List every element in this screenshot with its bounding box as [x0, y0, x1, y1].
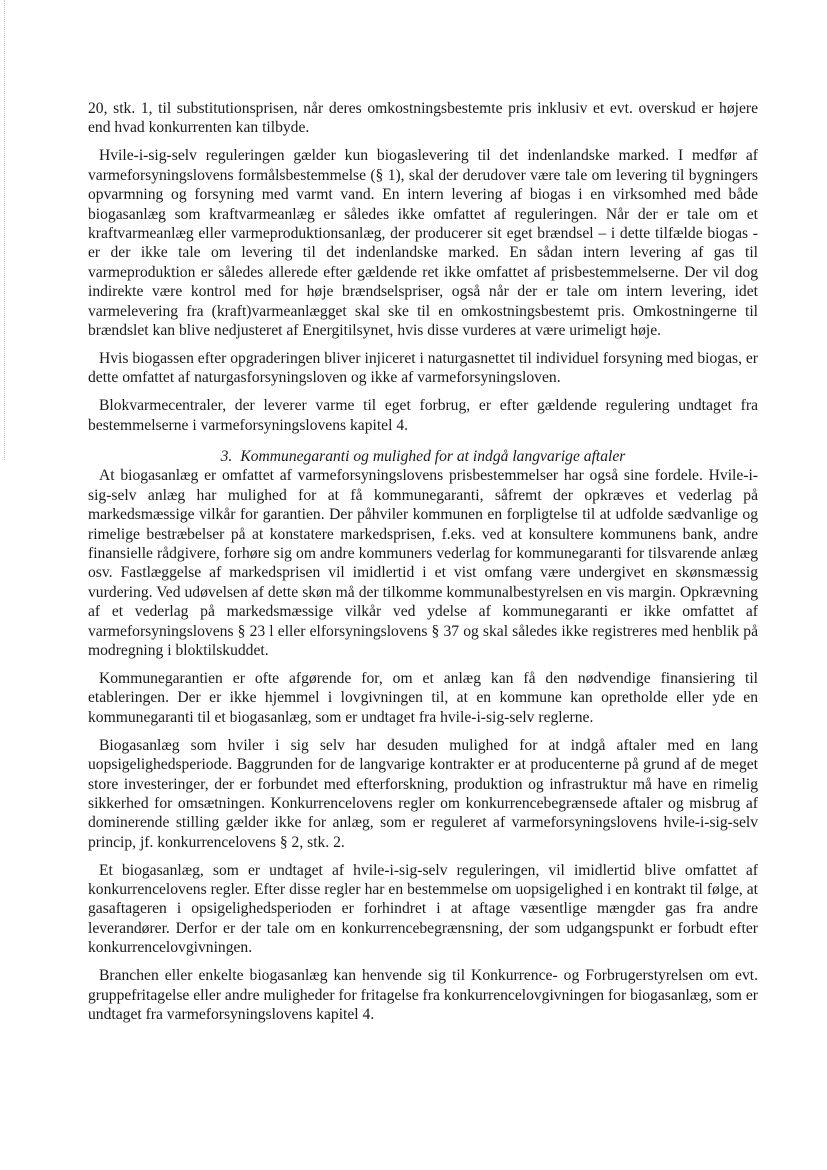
paragraph-continuation: 20, stk. 1, til substitutionsprisen, når deres omkostningsbestemte pris inklusiv et evt. overskud er højere end hvad konkurrenten kan tilbyde. — [88, 100, 758, 137]
paragraph-uopsigelighed: Biogasanlæg som hviler i sig selv har desuden mulighed for at indgå aftaler med en lang uopsigelighedsperiode. Baggrunden for de langvarige kontrakter er at producenterne på grund af de meget store investeringer, der er forbundet med efterforskning, produktion og infrastruktur må have en rimelig sikkerhed for omsætningen. Konkurrencelovens regler om konkurrencebegrænsede aftaler og misbrug af dominerende stilling gælder ikke for anlæg, som er reguleret af varmeforsyningslovens hvile-i-sig-selv princip, jf. konkurrencelovens § 2, stk. 2. — [88, 736, 758, 851]
paragraph-gruppefritagelse: Branchen eller enkelte biogasanlæg kan henvende sig til Konkurrence- og Forbrugerstyrelsen om evt. gruppefritagelse eller andre muligheder for fritagelse fra konkurrencelovgivningen for biogasanlæg, som er undtaget fra varmeforsyningslovens kapitel 4. — [88, 967, 758, 1023]
section-title: Kommunegaranti og mulighed for at indgå langvarige aftaler — [240, 448, 626, 465]
scan-edge-artifact — [4, 0, 6, 460]
paragraph-konkurrencelov: Et biogasanlæg, som er undtaget af hvile-i-sig-selv reguleringen, vil imidlertid blive omfattet af konkurrencelovens regler. Efter disse regler har en bestemmelse om uopsigelighed i en kontrakt til følge, at gasaftageren i opsigelighedsperioden er forhindret i at aftage væsentlige mængder gas fra andre leverandører. Derfor er der tale om en konkurrencebegrænsning, der som udgangspunkt er forbudt efter konkurrencelovgivningen. — [88, 861, 758, 957]
document-body — [88, 99, 758, 1033]
section-number: 3. — [220, 448, 233, 465]
section-heading — [88, 447, 758, 466]
paragraph-blokvarmecentraler: Blokvarmecentraler, der leverer varme til eget forbrug, er efter gældende regulering undtaget fra bestemmelserne i varmeforsyningslovens kapitel 4. — [88, 397, 758, 434]
paragraph-kommunegaranti-fordele: At biogasanlæg er omfattet af varmeforsyningslovens prisbestemmelser har også sine fordele. Hvile-i-sig-selv anlæg har mulighed for at få kommunegaranti, såfremt der opkræves et vederlag på markedsmæssige vilkår for garantien. Der påhviler kommunen en forpligtelse til at udfolde sædvanlige og rimelige bestræbelser på at konstatere markedsprisen, f.eks. ved at konsultere kommunens bank, andre finansielle rådgivere, forhøre sig om andre kommuners vederlag for kommunegaranti for tilsvarende anlæg osv. Fastlæggelse af markedsprisen vil imidlertid i et vist omfang være undergivet en skønsmæssig vurdering. Ved udøvelsen af dette skøn må der tilkomme kommunalbestyrelsen en vis margin. Opkrævning af et vederlag på markedsmæssige vilkår ved ydelse af kommunegaranti er ikke omfattet af varmeforsyningslovens § 23 l eller elforsyningslovens § 37 og skal således ikke registreres med henblik på modregning i bloktilskuddet. — [88, 467, 758, 660]
paragraph-kommunegaranti-finansiering: Kommunegarantien er ofte afgørende for, om et anlæg kan få den nødvendige finansiering til etableringen. Der er ikke hjemmel i lovgivningen til, at en kommune kan opretholde eller yde en kommunegaranti til et biogasanlæg, som er undtaget fra hvile-i-sig-selv reglerne. — [88, 669, 758, 726]
paragraph-naturgas-injection: Hvis biogassen efter opgraderingen bliver injiceret i naturgasnettet til individuel forsyning med biogas, er dette omfattet af naturgasforsyningsloven og ikke af varmeforsyningsloven. — [88, 349, 758, 387]
paragraph-hvile-i-sig-selv-scope: Hvile-i-sig-selv reguleringen gælder kun biogaslevering til det indenlandske marked. I medfør af varmeforsyningslovens formålsbestemmelse (§ 1), skal der derudover være tale om levering til bygningers opvarmning og forsyning med varmt vand. En intern levering af biogas i en virksomhed med både biogasanlæg som kraftvarmeanlæg er således ikke omfattet af reguleringen. Når der er tale om et kraftvarmeanlæg eller varmeproduktionsanlæg, der producerer sit eget brændsel – i dette tilfælde biogas - er der ikke tale om levering til det indenlandske marked. En sådan intern levering af gas til varmeproduktion er således allerede efter gældende ret ikke omfattet af prisbestemmelserne. Der vil dog indirekte være kontrol med for høje brændselspriser, også når der er tale om intern levering, idet varmelevering fra (kraft)varmeanlægget skal ske til en omkostningsbestemt pris. Omkostningerne til brændslet kan blive nedjusteret af Energitilsynet, hvis disse vurderes at være urimeligt høje. — [88, 147, 758, 339]
